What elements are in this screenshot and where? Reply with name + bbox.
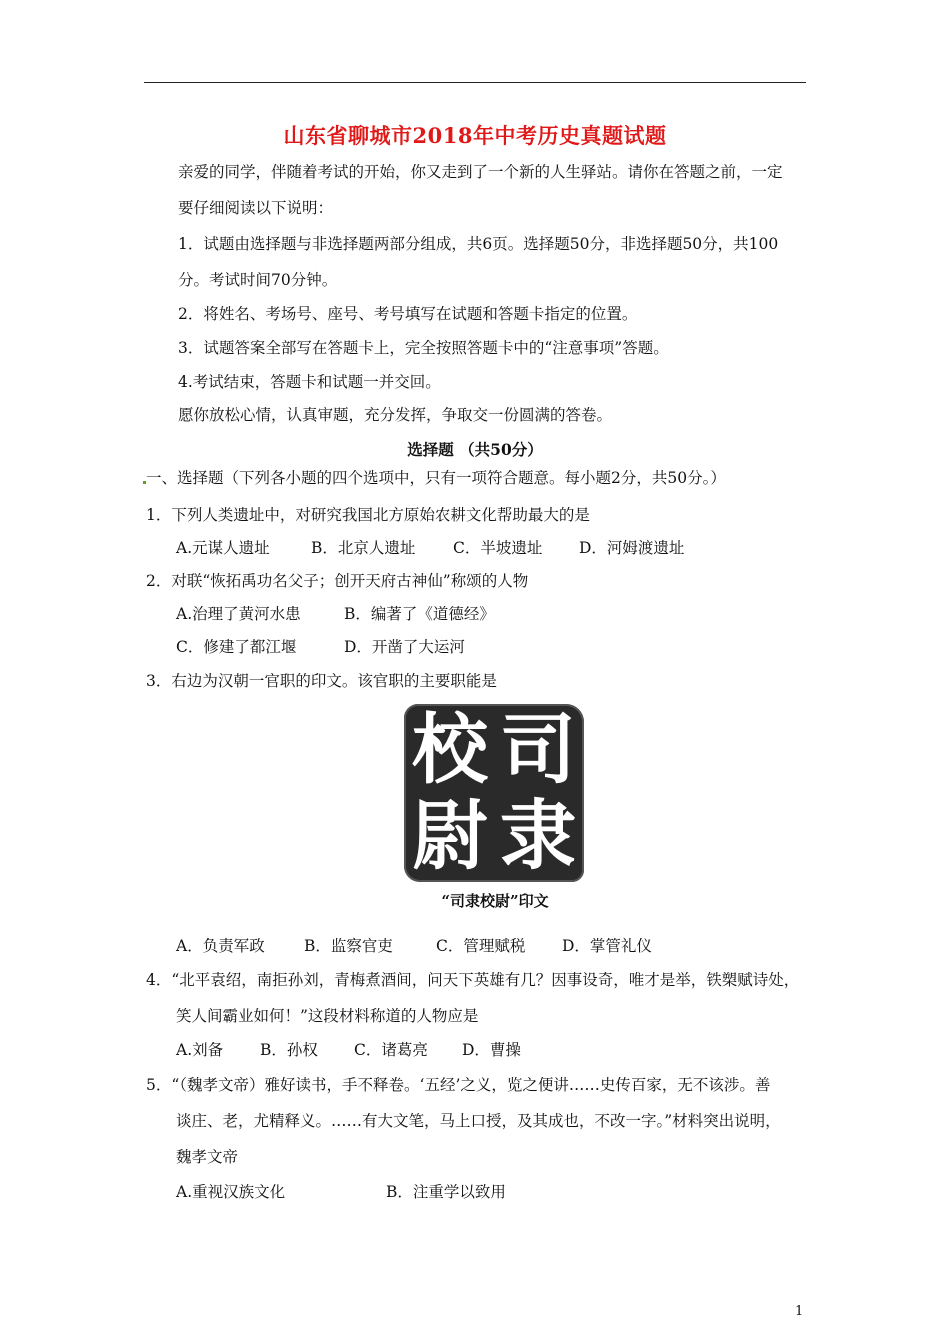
seal-char-1: 司 [500,705,576,794]
q4-option-c: C．诸葛亮 [354,1041,428,1059]
question-2-stem: 2．对联“恢拓禹功名父子；创开天府古神仙”称颂的人物 [146,572,529,590]
q5-option-a: A.重视汉族文化 [176,1183,286,1201]
q4-option-d: D．曹操 [462,1041,521,1059]
question-4-stem-line-1: 4．“北平袁绍，南拒孙刘，青梅煮酒间，问天下英雄有几？因事设奇，唯才是举，铁槊赋诗处， [146,971,800,989]
question-3-options [176,936,652,956]
header-rule [144,82,806,83]
section-instruction: 一、选择题（下列各小题的四个选项中，只有一项符合题意。每小题2分，共50分。） [146,469,726,487]
page-number: 1 [795,1304,804,1319]
question-1-options [176,538,684,558]
q3-option-d: D．掌管礼仪 [562,937,652,955]
question-5-stem-line-2: 谈庄、老，尤精释义。……有大文笔，马上口授，及其成也，不改一字。”材料突出说明， [176,1112,781,1130]
q1-option-c: C．半坡遗址 [453,539,543,557]
q5-option-b: B．注重学以致用 [386,1183,506,1201]
question-5-stem-line-3: 魏孝文帝 [176,1148,239,1166]
q4-option-a: A.刘备 [176,1041,224,1059]
intro-line-2: 要仔细阅读以下说明： [178,199,334,217]
q2-option-b: B．编著了《道德经》 [344,605,495,623]
seal-char-4: 尉 [412,791,488,880]
question-2-options-row1 [176,604,495,624]
page-title: 山东省聊城市2018年中考历史真题试题 [283,123,667,148]
intro-wish: 愿你放松心情，认真审题，充分发挥，争取交一份圆满的答卷。 [178,406,613,424]
seal-image [400,700,590,915]
q3-option-b: B．监察官吏 [304,937,393,955]
question-3-stem: 3．右边为汉朝一官职的印文。该官职的主要职能是 [146,672,497,690]
section-heading: 选择题 （共50分） [407,440,543,459]
q3-option-a: A．负责军政 [176,937,265,955]
instruction-item-1b: 分。考试时间70分钟。 [178,271,338,289]
instruction-item-2: 2．将姓名、考场号、座号、考号填写在试题和答题卡指定的位置。 [178,305,638,323]
q1-option-b: B．北京人遗址 [311,539,416,557]
seal-stamp [404,704,584,882]
instruction-item-1a: 1．试题由选择题与非选择题两部分组成，共6页。选择题50分，非选择题50分，共100 [178,235,779,253]
question-5-stem-line-1: 5．“（魏孝文帝）雅好读书，手不释卷。‘五经’之义，览之便讲……史传百家，无不该涉。善 [146,1076,771,1094]
instruction-item-3: 3．试题答案全部写在答题卡上，完全按照答题卡中的“注意事项”答题。 [178,339,669,357]
q2-option-a: A.治理了黄河水患 [176,605,301,623]
q1-option-d: D．河姆渡遗址 [579,539,685,557]
q1-option-a: A.元谋人遗址 [176,539,270,557]
question-1-stem: 1．下列人类遗址中，对研究我国北方原始农耕文化帮助最大的是 [146,506,590,524]
question-5-options [176,1182,506,1202]
q3-option-c: C．管理赋税 [436,937,526,955]
instruction-item-4: 4.考试结束，答题卡和试题一并交回。 [178,373,441,391]
question-4-stem-line-2: 笑人间霸业如何！”这段材料称道的人物应是 [176,1007,479,1025]
seal-char-3: 校 [412,705,488,794]
seal-caption: “司隶校尉”印文 [441,892,549,910]
q2-option-c: C．修建了都江堰 [176,638,297,656]
intro-line-1: 亲爱的同学，伴随着考试的开始，你又走到了一个新的人生驿站。请你在答题之前，一定 [178,163,783,181]
seal-char-2: 隶 [500,791,576,880]
q4-option-b: B．孙权 [260,1041,318,1059]
question-2-options-row2 [176,637,465,657]
question-4-options [176,1040,521,1060]
q2-option-d: D．开凿了大运河 [344,638,465,656]
